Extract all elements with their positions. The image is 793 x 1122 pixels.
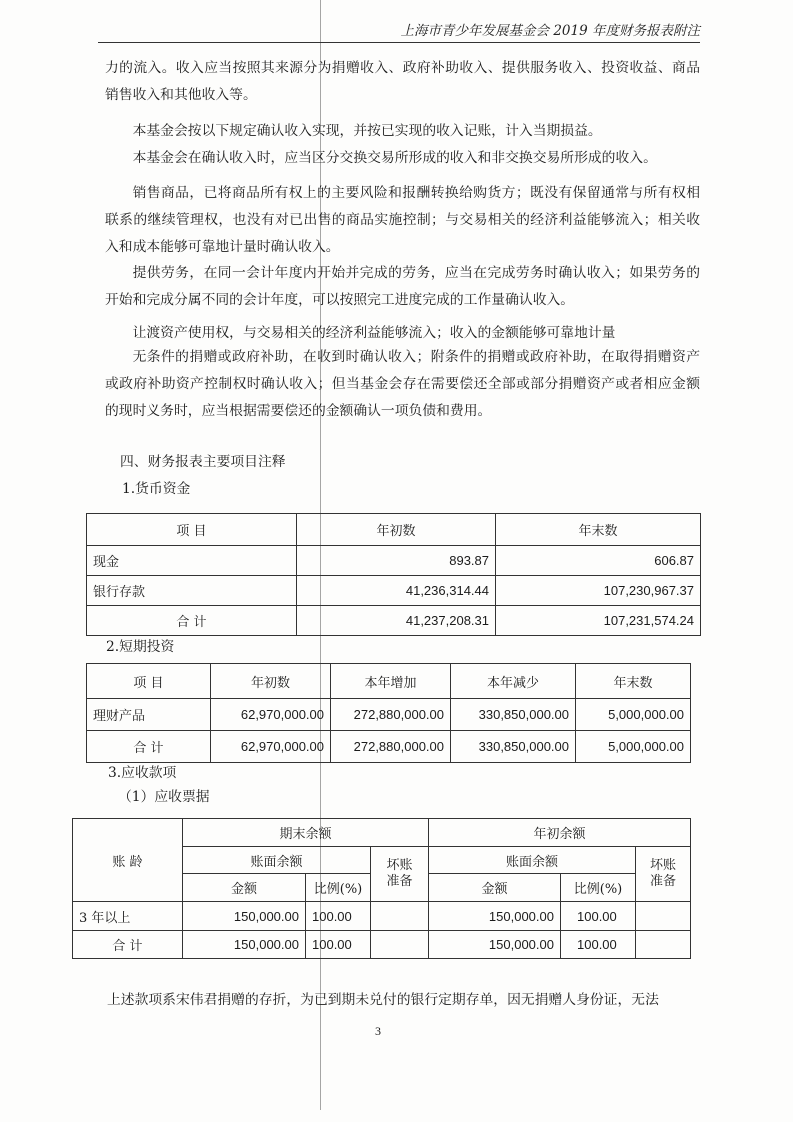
cell-empty: [636, 931, 691, 959]
table-total-row: [87, 731, 691, 763]
cell-value: 107,230,967.37: [496, 576, 701, 606]
paragraph-revenue-sources: [105, 55, 700, 109]
paragraph-asset-use-rights: [105, 320, 700, 347]
cell-value: 330,850,000.00: [451, 699, 576, 731]
cell-value: 330,850,000.00: [451, 731, 576, 763]
header-aging: 账 龄: [73, 819, 183, 902]
header-increase: 本年增加: [331, 664, 451, 699]
table-header-row: [73, 819, 691, 847]
cell-value: 41,237,208.31: [297, 606, 496, 636]
header-opening: 年初数: [211, 664, 331, 699]
header-item: 项 目: [87, 514, 297, 546]
text-line: 销售收入和其他收入等。: [105, 87, 257, 103]
cell-value: 5,000,000.00: [576, 731, 691, 763]
cell-value: 107,231,574.24: [496, 606, 701, 636]
header-ratio: 比例(%): [306, 874, 371, 902]
cash-table: [86, 513, 701, 636]
text-line: 力的流入。收入应当按照其来源分为捐赠收入、政府补助收入、提供服务收入、投资收益、商品: [105, 60, 700, 76]
header-bad-debt: 坏账准备: [371, 847, 429, 902]
text-line: 提供劳务，在同一会计年度内开始并完成的劳务，应当在完成劳务时确认收入；如果劳务的: [132, 265, 700, 281]
table-row: [87, 546, 701, 576]
text-line: 让渡资产使用权，与交易相关的经济利益能够流入；收入的金额能够可靠地计量: [132, 325, 616, 341]
paragraph-services: [105, 260, 700, 314]
text-line: 销售商品，已将商品所有权上的主要风险和报酬转换给购货方；既没有保留通常与所有权相: [132, 185, 700, 201]
paragraph-exchange-transactions: [105, 145, 700, 172]
row-label: 现金: [87, 546, 297, 576]
table-row: [73, 902, 691, 931]
header-ratio: 比例(%): [561, 874, 636, 902]
closing-paragraph: 上述款项系宋伟君捐赠的存折，为已到期未兑付的银行定期存单，因无捐赠人身份证，无法: [107, 992, 659, 1008]
cell-value: 62,970,000.00: [211, 699, 331, 731]
cell-value: 100.00: [561, 931, 636, 959]
cell-value: 150,000.00: [183, 902, 306, 931]
header-closing: 年末数: [576, 664, 691, 699]
text-line: 的现时义务时，应当根据需要偿还的金额确认一项负债和费用。: [105, 403, 492, 419]
cell-value: 100.00: [561, 902, 636, 931]
page-number: 3: [375, 1024, 381, 1038]
table-total-row: [87, 606, 701, 636]
receivables-subtitle: （1）应收票据: [118, 789, 210, 805]
cell-value: 893.87: [297, 546, 496, 576]
header-period-begin: 年初余额: [429, 819, 691, 847]
table-total-row: [73, 931, 691, 959]
header-period-end: 期末余额: [183, 819, 429, 847]
text-line: 本基金会在确认收入时，应当区分交换交易所形成的收入和非交换交易所形成的收入。: [132, 150, 657, 166]
text-line: 入和成本能够可靠地计量时确认收入。: [105, 239, 340, 255]
receivables-title: 3.应收款项: [108, 765, 177, 781]
cell-value: 150,000.00: [183, 931, 306, 959]
notes-receivable-table: [72, 818, 691, 959]
cell-value: 100.00: [306, 902, 371, 931]
cell-empty: [636, 902, 691, 931]
cell-value: 272,880,000.00: [331, 699, 451, 731]
cell-value: 100.00: [306, 931, 371, 959]
header-bad-debt: 坏账准备: [636, 847, 691, 902]
cell-empty: [371, 931, 429, 959]
cell-value: 606.87: [496, 546, 701, 576]
paragraph-recognition-rule: [105, 118, 700, 145]
table-row: [87, 576, 701, 606]
table-row: [87, 699, 691, 731]
cell-value: 5,000,000.00: [576, 699, 691, 731]
text-line: 联系的继续管理权，也没有对已出售的商品实施控制；与交易相关的经济利益能够流入；相关收: [105, 212, 700, 228]
header-book-balance: 账面余额: [429, 847, 636, 874]
text-line: 或政府补助资产控制权时确认收入；但当基金会存在需要偿还全部或部分捐赠资产或者相应金额: [105, 376, 700, 392]
paragraph-donations-grants: [105, 344, 700, 425]
cell-value: 272,880,000.00: [331, 731, 451, 763]
section-heading: 四、财务报表主要项目注释: [120, 454, 286, 470]
header-amount: 金额: [183, 874, 306, 902]
running-header: 上海市青少年发展基金会 2019 年度财务报表附注: [400, 23, 700, 39]
cell-value: 41,236,314.44: [297, 576, 496, 606]
cash-title: 1.货币资金: [122, 481, 191, 497]
short-investment-title: 2.短期投资: [106, 639, 175, 655]
header-decrease: 本年减少: [451, 664, 576, 699]
table-header-row: [87, 664, 691, 699]
cell-value: 62,970,000.00: [211, 731, 331, 763]
table-header-row: [87, 514, 701, 546]
short-investment-table: [86, 663, 691, 763]
row-label: 合 计: [87, 731, 211, 763]
text-line: 开始和完成分属不同的会计年度，可以按照完工进度完成的工作量确认收入。: [105, 292, 575, 308]
header-amount: 金额: [429, 874, 561, 902]
row-label: 银行存款: [87, 576, 297, 606]
header-book-balance: 账面余额: [183, 847, 371, 874]
row-label: 合 计: [87, 606, 297, 636]
header-closing: 年末数: [496, 514, 701, 546]
text-line: 本基金会按以下规定确认收入实现，并按已实现的收入记账，计入当期损益。: [132, 123, 602, 139]
cell-empty: [371, 902, 429, 931]
row-label: 合 计: [73, 931, 183, 959]
cell-value: 150,000.00: [429, 902, 561, 931]
text-line: 无条件的捐赠或政府补助，在收到时确认收入；附条件的捐赠或政府补助，在取得捐赠资产: [132, 349, 700, 365]
header-item: 项 目: [87, 664, 211, 699]
row-label: 3 年以上: [73, 902, 183, 931]
cell-value: 150,000.00: [429, 931, 561, 959]
header-opening: 年初数: [297, 514, 496, 546]
header-rule: [98, 42, 700, 43]
paragraph-sale-of-goods: [105, 180, 700, 261]
row-label: 理财产品: [87, 699, 211, 731]
